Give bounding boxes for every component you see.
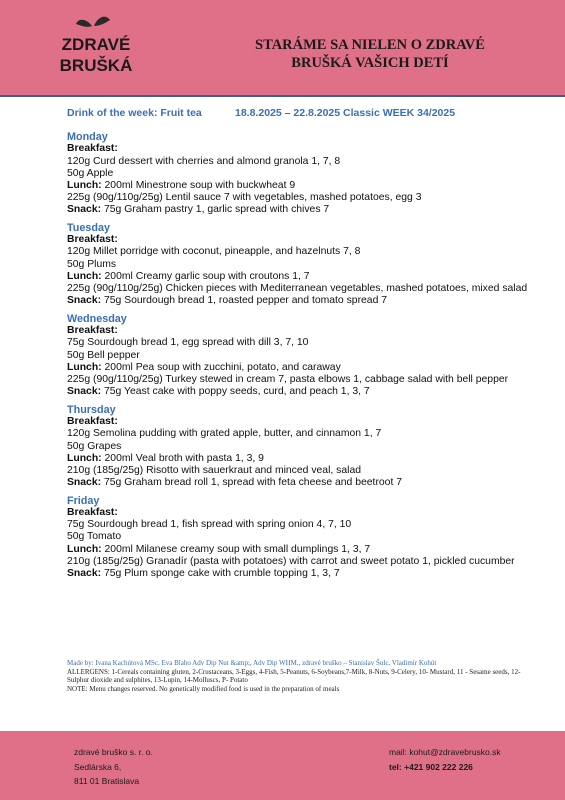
tel-label: tel: (389, 761, 402, 772)
menu-line (67, 453, 537, 465)
made-by: Made by: Ivana Kachútová MSc, Eva Blaho Adv Dip Nut &amp;, Adv Dip WHM,, zdravé bruško – Stanislav Šulc, Vladimír Kohút (67, 659, 437, 667)
menu-line (67, 568, 537, 580)
menu-line (67, 259, 537, 271)
menu-line (67, 295, 537, 307)
weekly-menu (67, 131, 537, 586)
meal-label: Breakfast: (67, 325, 118, 337)
contact-mail (389, 745, 501, 760)
meal-text: 120g Millet porridge with coconut, pineapple, and hazelnuts 7, 8 (67, 246, 361, 258)
contact-tel (389, 760, 501, 775)
menu-line (67, 465, 537, 477)
page-footer (0, 731, 565, 800)
page-header (0, 0, 565, 97)
svg-text:ZDRAVÉ: ZDRAVÉ (61, 35, 131, 54)
company-city: 811 01 Bratislava (74, 776, 140, 786)
menu-line (67, 204, 537, 216)
meal-label: Snack: (67, 385, 102, 397)
company-contact (389, 745, 501, 774)
company-name: zdravé bruško s. r. o. (74, 747, 153, 757)
meal-label: Lunch: (67, 543, 102, 555)
meal-label: Breakfast: (67, 507, 118, 519)
mail-link[interactable]: kohut@zdravebrusko.sk (409, 747, 501, 757)
page-title-line-2: BRUŠKÁ VAŠICH DETÍ (291, 55, 449, 71)
meal-text: 200ml Creamy garlic soup with croutons 1, 7 (101, 270, 310, 282)
meal-text: 200ml Veal broth with pasta 1, 3, 9 (101, 452, 264, 464)
menu-line (67, 374, 537, 386)
meal-label: Snack: (67, 476, 102, 488)
meal-text: 200ml Milanese creamy soup with small dumplings 1, 3, 7 (101, 543, 371, 555)
menu-line (67, 271, 537, 283)
menu-line (67, 234, 537, 246)
company-address (74, 745, 153, 789)
meal-text: 50g Bell pepper (67, 349, 140, 361)
menu-line (67, 416, 537, 428)
menu-line (67, 477, 537, 489)
day-thursday (67, 404, 537, 489)
meal-text: 50g Apple (67, 167, 114, 179)
allergens: ALLERGENS: 1-Cereals containing gluten, 2-Crustaceans, 3-Eggs, 4-Fish, 5-Peanuts, 6-Soybeans,7-Milk, 8-Nuts, 9-Celery, 10- Mustard, 11 - Sesame seeds, 12-Sulphur dioxide and sulphites, 13-Lupin, 14-Molluscs, P- Potato (67, 667, 521, 685)
svg-text:BRUŠKÁ: BRUŠKÁ (60, 56, 132, 75)
menu-line (67, 246, 537, 258)
meal-text: 200ml Minestrone soup with buckwheat 9 (101, 179, 296, 191)
day-title: Friday (67, 494, 100, 507)
meal-text: 75g Sourdough bread 1, roasted pepper and tomato spread 7 (101, 294, 388, 306)
menu-line (67, 556, 537, 568)
page-title-line-1: STARÁME SA NIELEN O ZDRAVÉ (255, 37, 485, 53)
meal-text: 50g Plums (67, 258, 117, 270)
meal-text: 120g Semolina pudding with grated apple, butter, and cinnamon 1, 7 (67, 428, 382, 440)
meal-label: Lunch: (67, 361, 102, 373)
mail-label: mail: (389, 747, 407, 757)
meal-text: 75g Yeast cake with poppy seeds, curd, and peach 1, 3, 7 (101, 385, 370, 397)
meal-text: 75g Plum sponge cake with crumble topping 1, 3, 7 (101, 567, 340, 579)
meal-text: 50g Grapes (67, 440, 122, 452)
menu-line (67, 156, 537, 168)
menu-line (67, 544, 537, 556)
menu-note: NOTE: Menu changes reserved. No genetically modified food is used in the preparation of meals (67, 684, 340, 693)
day-title: Tuesday (67, 221, 111, 234)
menu-line (67, 143, 537, 155)
credits (67, 659, 537, 693)
page-title (180, 36, 560, 72)
meal-label: Breakfast: (67, 416, 118, 428)
menu-line (67, 519, 537, 531)
week-dates: 18.8.2025 – 22.8.2025 Classic WEEK 34/2025 (235, 107, 456, 119)
meal-label: Snack: (67, 294, 102, 306)
menu-line (67, 180, 537, 192)
meal-text: 50g Tomato (67, 531, 122, 543)
menu-line (67, 192, 537, 204)
meal-label: Snack: (67, 567, 102, 579)
day-monday (67, 131, 537, 216)
meal-text: 75g Graham pastry 1, garlic spread with chives 7 (101, 203, 330, 215)
meal-text: 210g (185g/25g) Granadír (pasta with potatoes) with carrot and sweet potato 1, pickled cucumber (67, 555, 515, 567)
day-title: Thursday (67, 403, 116, 416)
day-friday (67, 495, 537, 580)
menu-line (67, 428, 537, 440)
menu-line (67, 283, 537, 295)
drink-of-week: Drink of the week: Fruit tea (67, 107, 202, 119)
meal-label: Lunch: (67, 452, 102, 464)
menu-line (67, 441, 537, 453)
meal-label: Breakfast: (67, 234, 118, 246)
meal-text: 225g (90g/110g/25g) Turkey stewed in cream 7, pasta elbows 1, cabbage salad with bell pepper (67, 373, 509, 385)
day-wednesday (67, 313, 537, 398)
day-tuesday (67, 222, 537, 307)
company-street: Sedlárska 6, (74, 761, 122, 772)
menu-line (67, 168, 537, 180)
meal-label: Lunch: (67, 179, 102, 191)
meal-text: 210g (185g/25g) Risotto with sauerkraut and minced veal, salad (67, 464, 361, 476)
menu-line (67, 350, 537, 362)
meal-label: Snack: (67, 203, 102, 215)
menu-line (67, 362, 537, 374)
meal-label: Lunch: (67, 270, 102, 282)
meal-text: 120g Curd dessert with cherries and almond granola 1, 7, 8 (67, 155, 341, 167)
meal-text: 225g (90g/110g/25g) Lentil sauce 7 with vegetables, mashed potatoes, egg 3 (67, 191, 422, 203)
meal-text: 75g Sourdough bread 1, egg spread with dill 3, 7, 10 (67, 337, 309, 349)
menu-line (67, 325, 537, 337)
day-title: Wednesday (67, 312, 127, 325)
menu-line (67, 337, 537, 349)
menu-line (67, 531, 537, 543)
brand-logo (60, 14, 132, 84)
meal-label: Breakfast: (67, 143, 118, 155)
meal-text: 75g Graham bread roll 1, spread with feta cheese and beetroot 7 (101, 476, 403, 488)
week-info (67, 107, 547, 119)
meal-text: 75g Sourdough bread 1, fish spread with spring onion 4, 7, 10 (67, 519, 352, 531)
menu-line (67, 386, 537, 398)
menu-line (67, 507, 537, 519)
meal-text: 200ml Pea soup with zucchini, potato, and caraway (101, 361, 341, 373)
day-title: Monday (67, 131, 108, 143)
tel-number: +421 902 222 226 (404, 761, 473, 772)
meal-text: 225g (90g/110g/25g) Chicken pieces with Mediterranean vegetables, mashed potatoes, mixed salad (67, 282, 528, 294)
